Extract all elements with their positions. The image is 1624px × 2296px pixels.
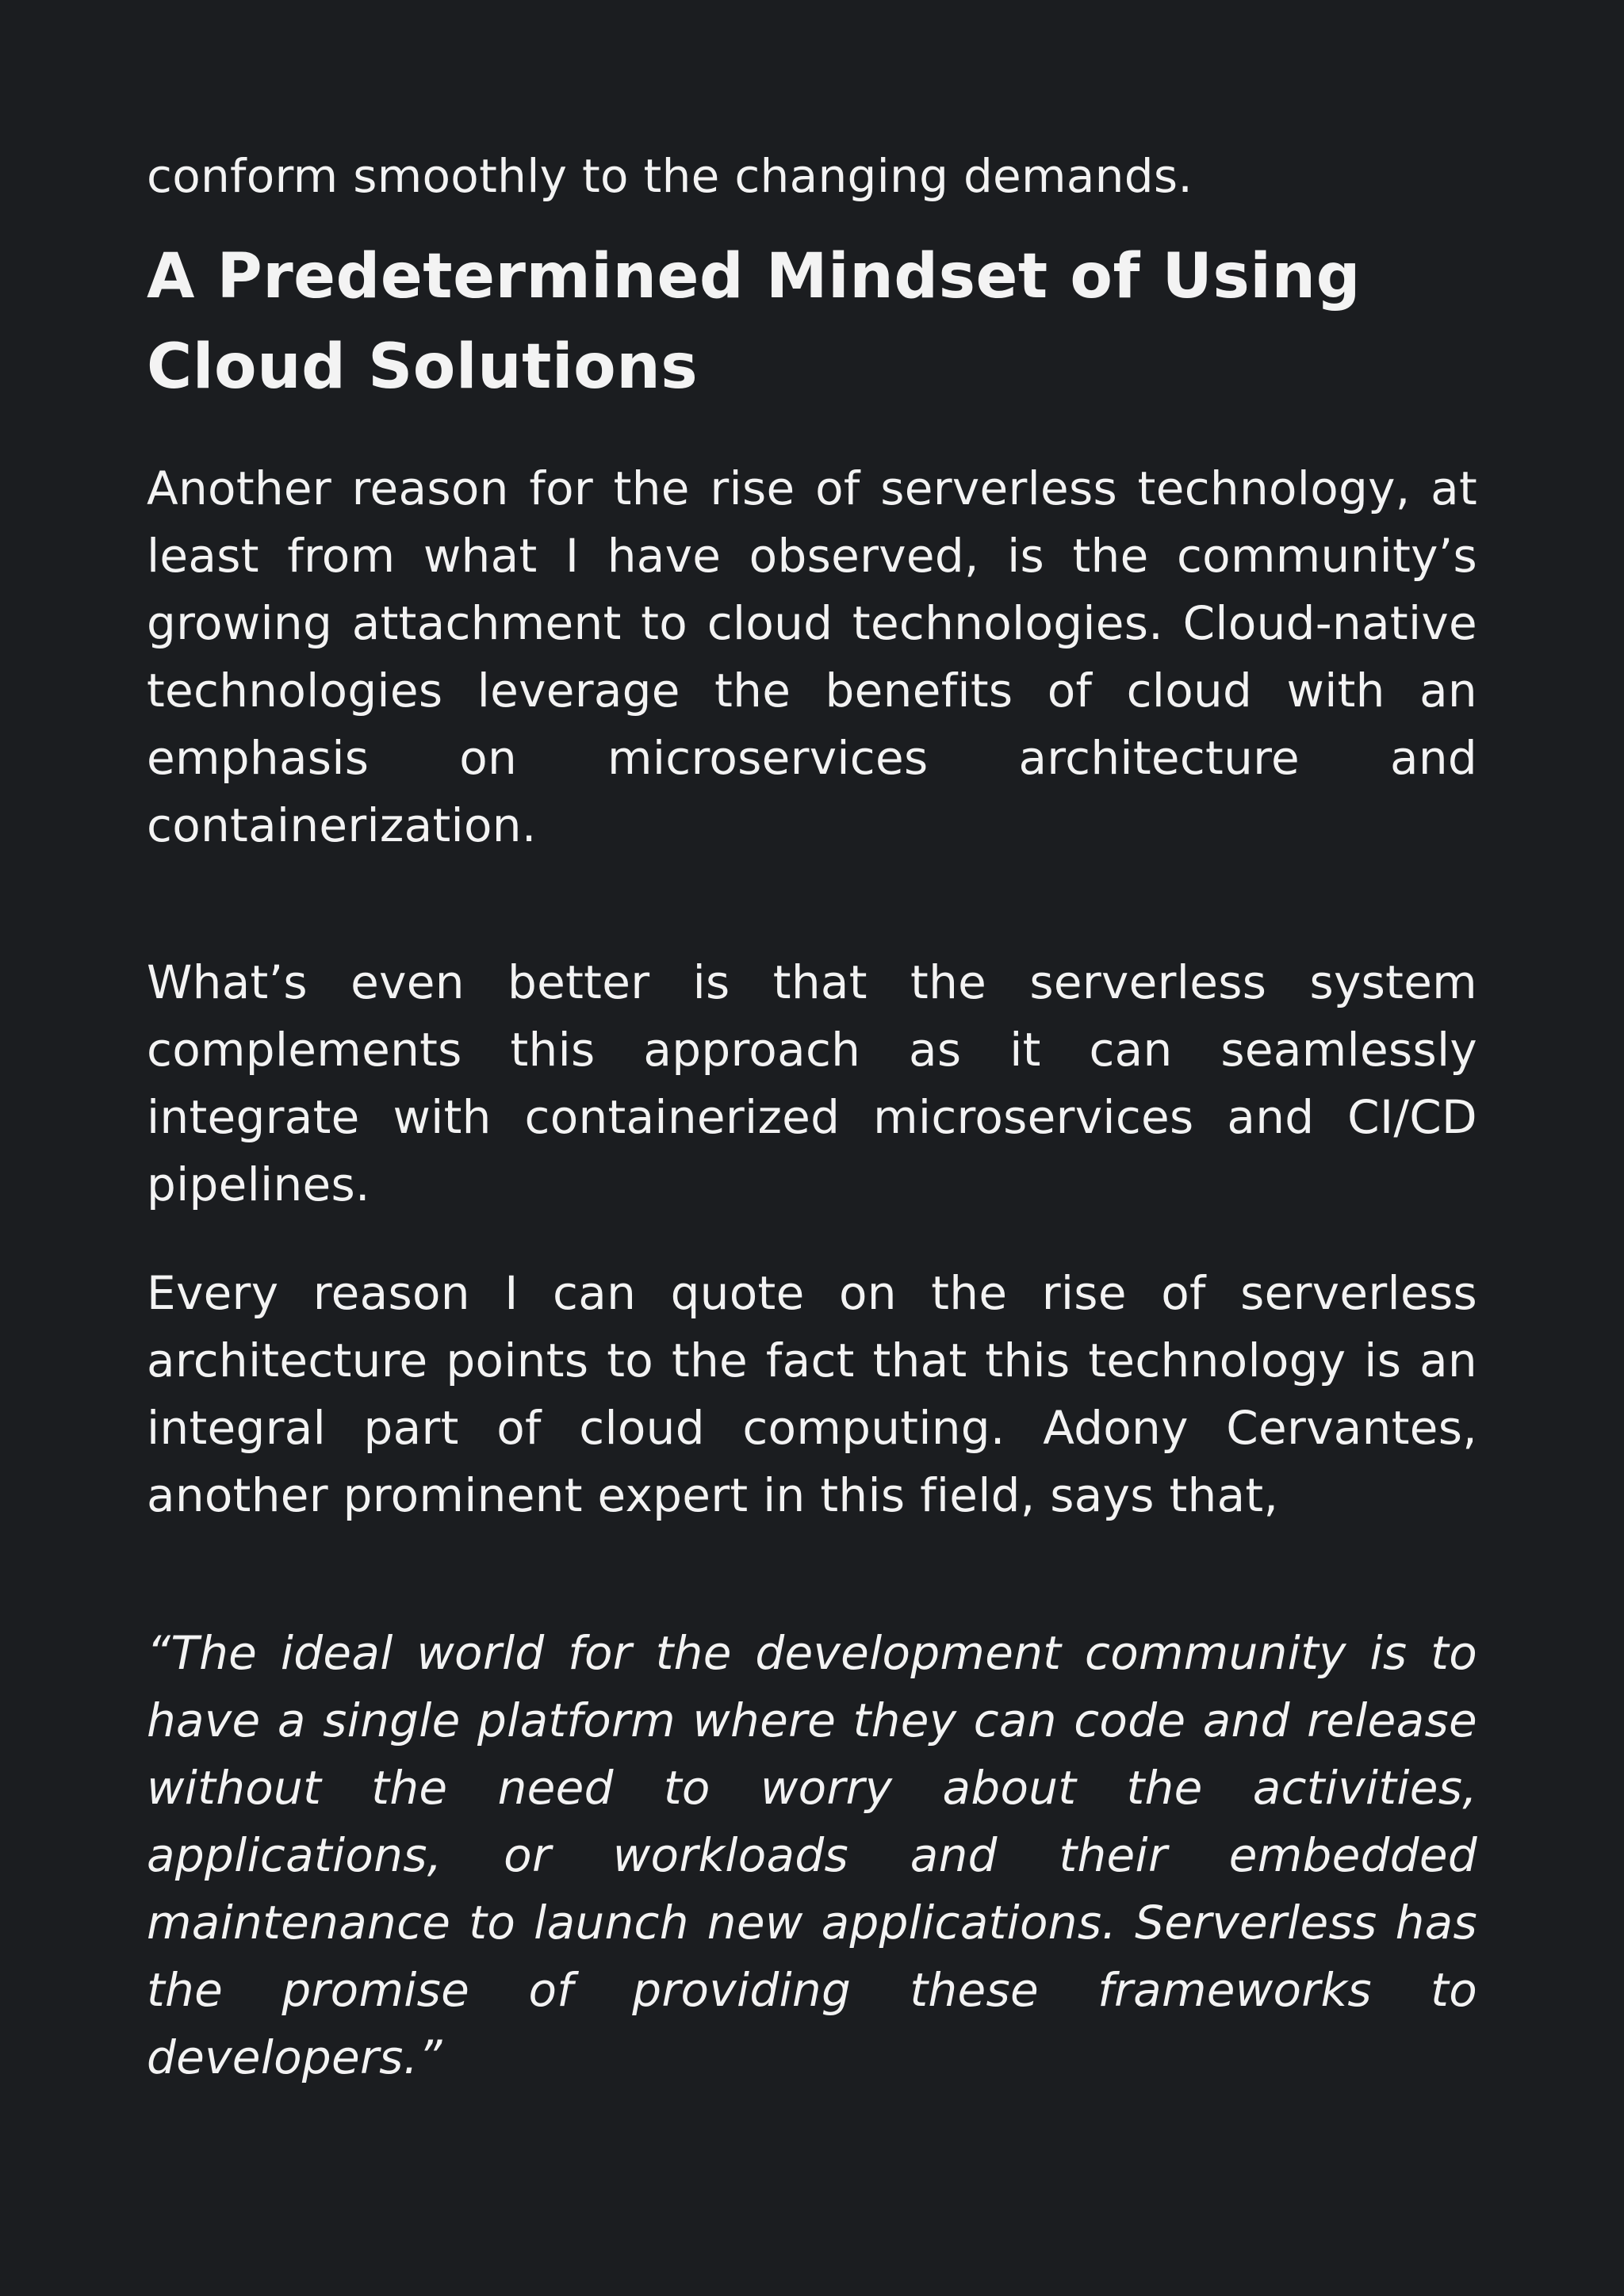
paragraph-integral-part: Every reason I can quote on the rise of serverless architecture points to the fact that this technology is an integral part of cloud computing. Adony Cervantes, another prominent expert in this field, says that, (147, 1266, 1477, 1522)
lead-line: conform smoothly to the changing demands. (147, 149, 1193, 203)
article-body (147, 136, 1477, 2091)
paragraph-cloud-attachment: Another reason for the rise of serverless technology, at least from what I have observed, is the community’s growing attachment to cloud technologies. Cloud-native technologies leverage the benefits of cloud with an emphasis on microservices architecture and containerization. (147, 461, 1477, 852)
block-quote: “The ideal world for the development community is to have a single platform where they can code and release without the need to worry about the activities, applications, or workloads and their embedded maintenance to launch new applications. Serverless has the promise of providing these frameworks to developers.” (147, 1626, 1477, 2084)
section-heading: A Predetermined Mindset of Using Cloud Solutions (147, 241, 1361, 403)
paragraph-serverless-complements: What’s even better is that the serverless system complements this approach as it can seamlessly integrate with containerized microservices and CI/CD pipelines. (147, 955, 1477, 1211)
